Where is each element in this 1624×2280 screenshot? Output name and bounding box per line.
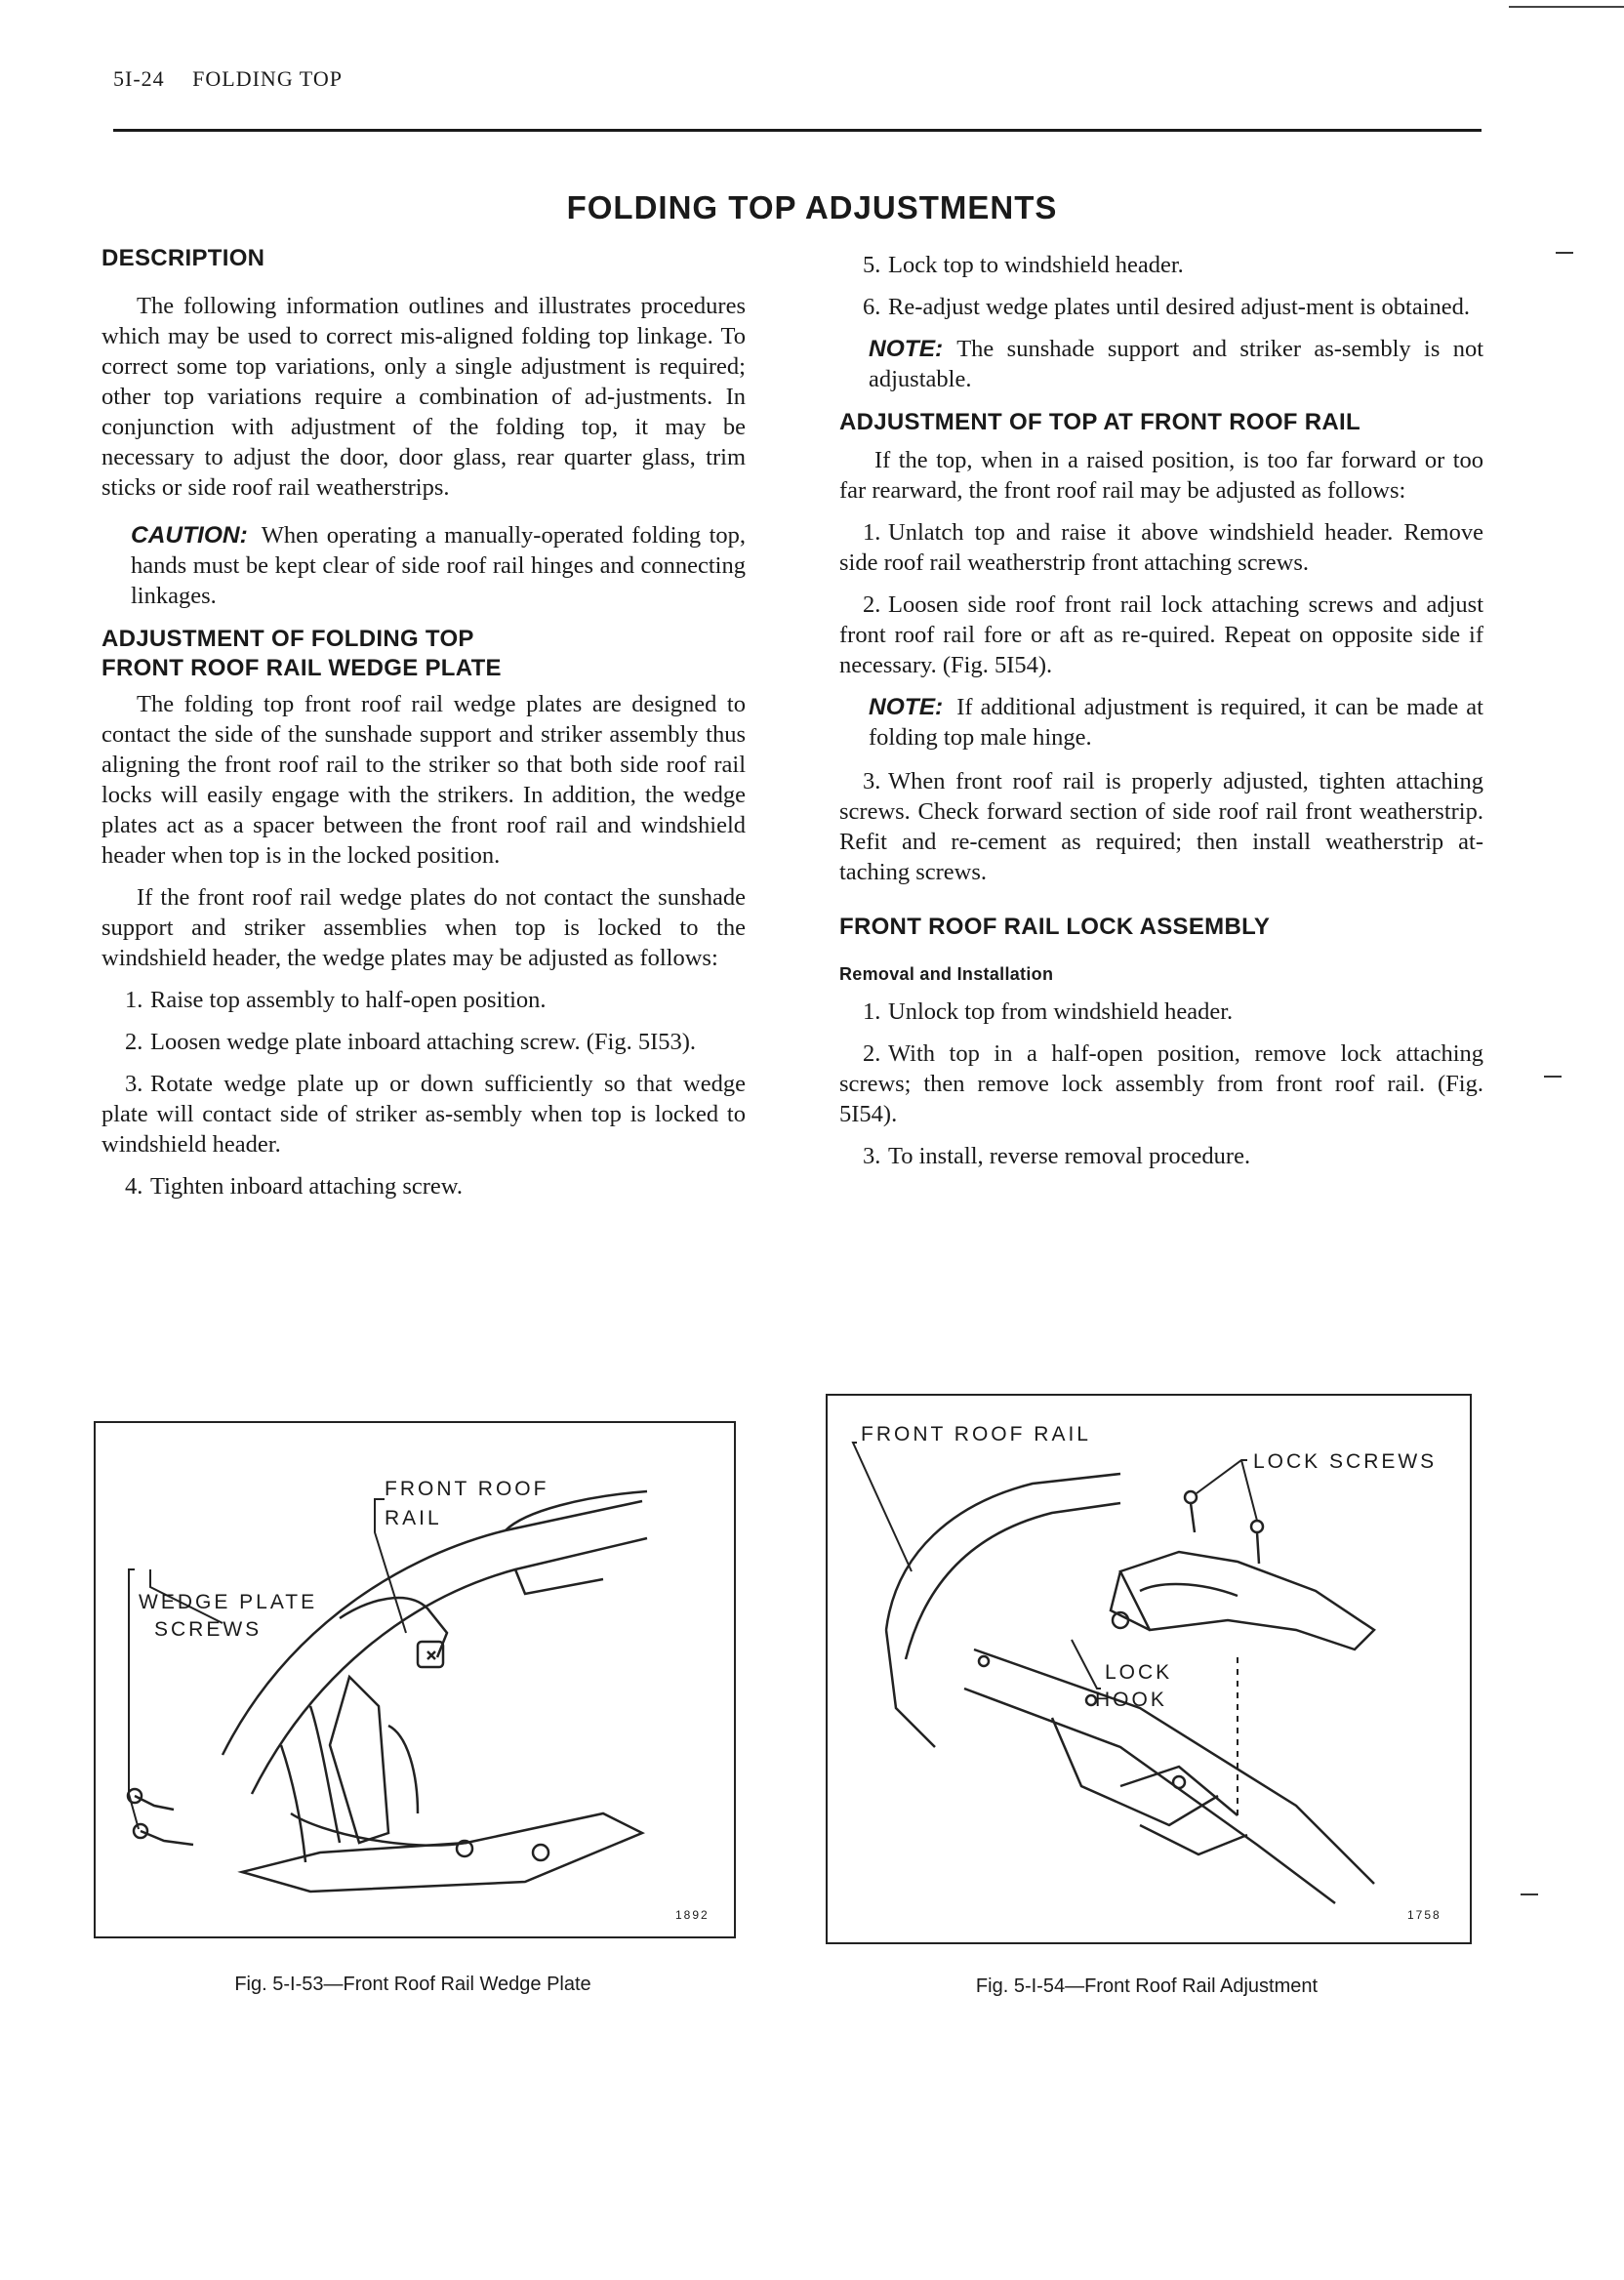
note-male-hinge: NOTE: If additional adjustment is required, it can be made at folding top male hinge. <box>869 694 1483 751</box>
wedge-heading-line2: FRONT ROOF RAIL WEDGE PLATE <box>102 655 502 681</box>
label-front-roof-rail: FRONT ROOF RAIL <box>861 1423 1091 1445</box>
margin-mark <box>1521 1893 1538 1895</box>
figure-number: 1892 <box>675 1908 710 1922</box>
caution-text: When operating a manually-operated folding top, hands must be kept clear of side roof rail hinges and connecting linkages. <box>131 522 746 609</box>
list-item: 1. Raise top assembly to half-open position. <box>125 987 547 1013</box>
wedge-heading-line1: ADJUSTMENT OF FOLDING TOP <box>102 626 474 652</box>
note-sunshade: NOTE: The sunshade support and striker as-sembly is not adjustable. <box>869 336 1483 392</box>
margin-mark <box>1556 252 1573 254</box>
list-item: 4. Tighten inboard attaching screw. <box>125 1173 464 1200</box>
figure-front-roof-rail <box>826 1394 1472 1944</box>
list-item: 2. With top in a half-open position, remove lock attaching screws; then remove lock assembly from front roof rail. (Fig. 5I54). <box>839 1040 1483 1127</box>
label-rail: RAIL <box>385 1507 442 1529</box>
caution-label: CAUTION: <box>131 522 248 549</box>
list-item: 6. Re-adjust wedge plates until desired adjust-ment is obtained. <box>863 294 1471 320</box>
list-item: 2. Loosen side roof front rail lock attaching screws and adjust front roof rail fore or aft as re-quired. Repeat on opposite side if necessary. (Fig. 5I54). <box>839 591 1483 678</box>
list-item: 3. To install, reverse removal procedure. <box>863 1143 1251 1169</box>
label-hook: HOOK <box>1095 1689 1167 1711</box>
note-label: NOTE: <box>869 336 944 362</box>
description-text: The following information outlines and illustrates procedures which may be used to correct mis-aligned folding top linkage. To correct some top variations, only a single adjustment is required; other top variations require a combination of ad-justments. In conjunction with adjustment of the folding top, it may be necessary to adjust the door, door glass, rear quarter glass, trim sticks or side roof rail weatherstrips. <box>102 293 746 501</box>
list-item: 1. Unlatch top and raise it above windshield header. Remove side roof rail weatherstrip front attaching screws. <box>839 519 1483 576</box>
section-name: FOLDING TOP <box>192 66 343 91</box>
figure-caption-53: Fig. 5-I-53—Front Roof Rail Wedge Plate <box>234 1974 591 1995</box>
wedge-heading <box>102 625 746 683</box>
figure-caption-54: Fig. 5-I-54—Front Roof Rail Adjustment <box>975 1975 1319 1997</box>
right-column <box>839 250 1483 1183</box>
description-heading: DESCRIPTION <box>102 245 265 271</box>
caution-note <box>131 520 746 611</box>
note-label: NOTE: <box>869 694 944 720</box>
wedge-plate-illustration <box>96 1423 734 1936</box>
figure-number: 1758 <box>1407 1908 1441 1922</box>
front-roof-rail-illustration <box>828 1396 1470 1942</box>
margin-mark <box>1544 1076 1562 1078</box>
front-roof-rail-heading: ADJUSTMENT OF TOP AT FRONT ROOF RAIL <box>839 409 1360 435</box>
list-item: 3. When front roof rail is properly adjusted, tighten attaching screws. Check forward section of side roof rail front weatherstrip. Refit and re-cement as required; then install weatherstrip at-taching screws. <box>839 768 1483 885</box>
list-item: 3. Rotate wedge plate up or down sufficiently so that wedge plate will contact side of striker as-sembly when top is locked to windshield header. <box>102 1071 746 1158</box>
page-edge-line <box>1509 6 1624 8</box>
list-item: 5. Lock top to windshield header. <box>863 252 1184 278</box>
label-lock: LOCK <box>1105 1661 1173 1684</box>
list-item: 2. Loosen wedge plate inboard attaching screw. (Fig. 5I53). <box>125 1029 697 1055</box>
list-item: 1. Unlock top from windshield header. <box>863 998 1234 1025</box>
lock-assembly-heading: FRONT ROOF RAIL LOCK ASSEMBLY <box>839 914 1271 940</box>
removal-subheading: Removal and Installation <box>839 964 1054 984</box>
label-lock-screws: LOCK SCREWS <box>1253 1450 1438 1473</box>
figure-wedge-plate <box>94 1421 736 1938</box>
left-column <box>102 234 746 1213</box>
wedge-text-2: If the front roof rail wedge plates do not contact the sunshade support and striker assemblies when top is locked to the windshield header, the wedge plates may be adjusted as follows: <box>102 884 746 971</box>
wedge-text-1: The folding top front roof rail wedge plates are designed to contact the side of the sunshade support and striker assembly thus aligning the front roof rail to the striker so that both side roof rail locks will easily engage with the strikers. In addition, the wedge plates act as a spacer between the front roof rail and windshield header when top is in the locked position. <box>102 691 746 869</box>
page-header <box>113 66 343 92</box>
label-screws: SCREWS <box>154 1618 263 1641</box>
label-wedge-plate: WEDGE PLATE <box>139 1591 318 1613</box>
page-title: FOLDING TOP ADJUSTMENTS <box>566 189 1058 225</box>
front-roof-rail-text: If the top, when in a raised position, is too far forward or too far rearward, the front roof rail may be adjusted as follows: <box>839 447 1483 504</box>
label-front-roof: FRONT ROOF <box>385 1478 549 1500</box>
page-number: 5I-24 <box>113 66 165 91</box>
header-rule <box>113 129 1482 132</box>
